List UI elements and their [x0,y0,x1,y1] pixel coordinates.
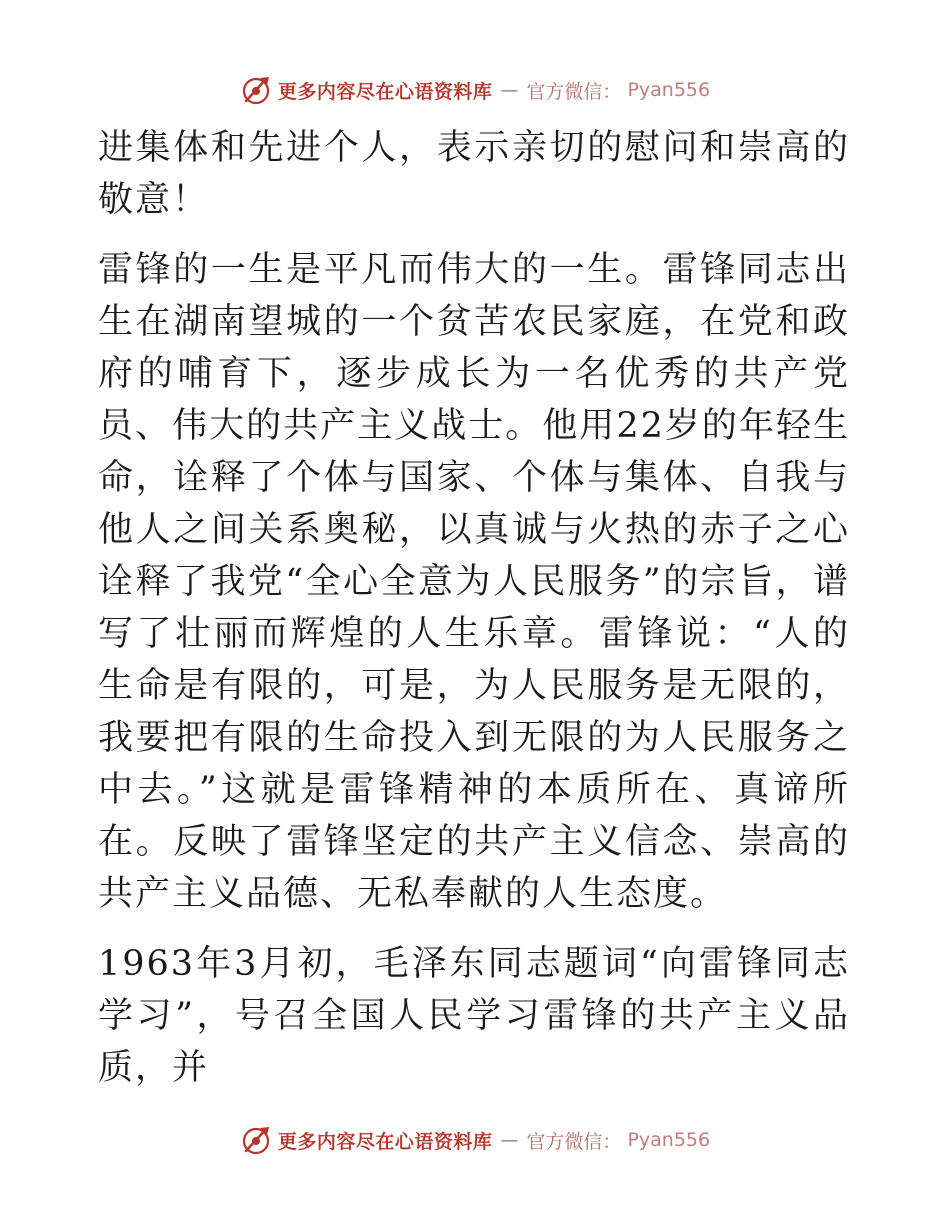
header-banner [0,70,950,110]
footer-banner [0,1120,950,1160]
paragraph: 进集体和先进个人，表示亲切的慰问和崇高的敬意！ [98,128,850,220]
quill-pen-logo-icon [240,1124,272,1156]
document-body [98,122,850,1112]
wechat-label: 官方微信： [526,1130,622,1153]
banner-dash: — [500,1129,519,1151]
wechat-id: Pyan556 [627,79,711,101]
wechat-label: 官方微信： [526,80,622,103]
banner-slogan: 更多内容尽在心语资料库 [277,80,493,103]
wechat-id: Pyan556 [627,1129,711,1151]
paragraph: 雷锋的一生是平凡而伟大的一生。雷锋同志出生在湖南望城的一个贫苦农民家庭，在党和政府的哺育下，逐步成长为一名优秀的共产党员、伟大的共产主义战士。他用22岁的年轻生命，诠释了个体与国家、个体与集体、自我与他人之间关系奥秘，以真诚与火热的赤子之心诠释了我党“全心全意为人民服务”的宗旨，谱写了壮丽而辉煌的人生乐章。雷锋说：“人的生命是有限的，可是，为人民服务是无限的，我要把有限的生命投入到无限的为人民服务之中去。”这就是雷锋精神的本质所在、真谛所在。反映了雷锋坚定的共产主义信念、崇高的共产主义品德、无私奉献的人生态度。 [98,250,850,914]
quill-pen-logo-icon [240,74,272,106]
paragraph: 1963年3月初，毛泽东同志题词“向雷锋同志学习”，号召全国人民学习雷锋的共产主义品质，并 [98,944,850,1088]
banner-dash: — [500,79,519,101]
banner-slogan: 更多内容尽在心语资料库 [277,1130,493,1153]
